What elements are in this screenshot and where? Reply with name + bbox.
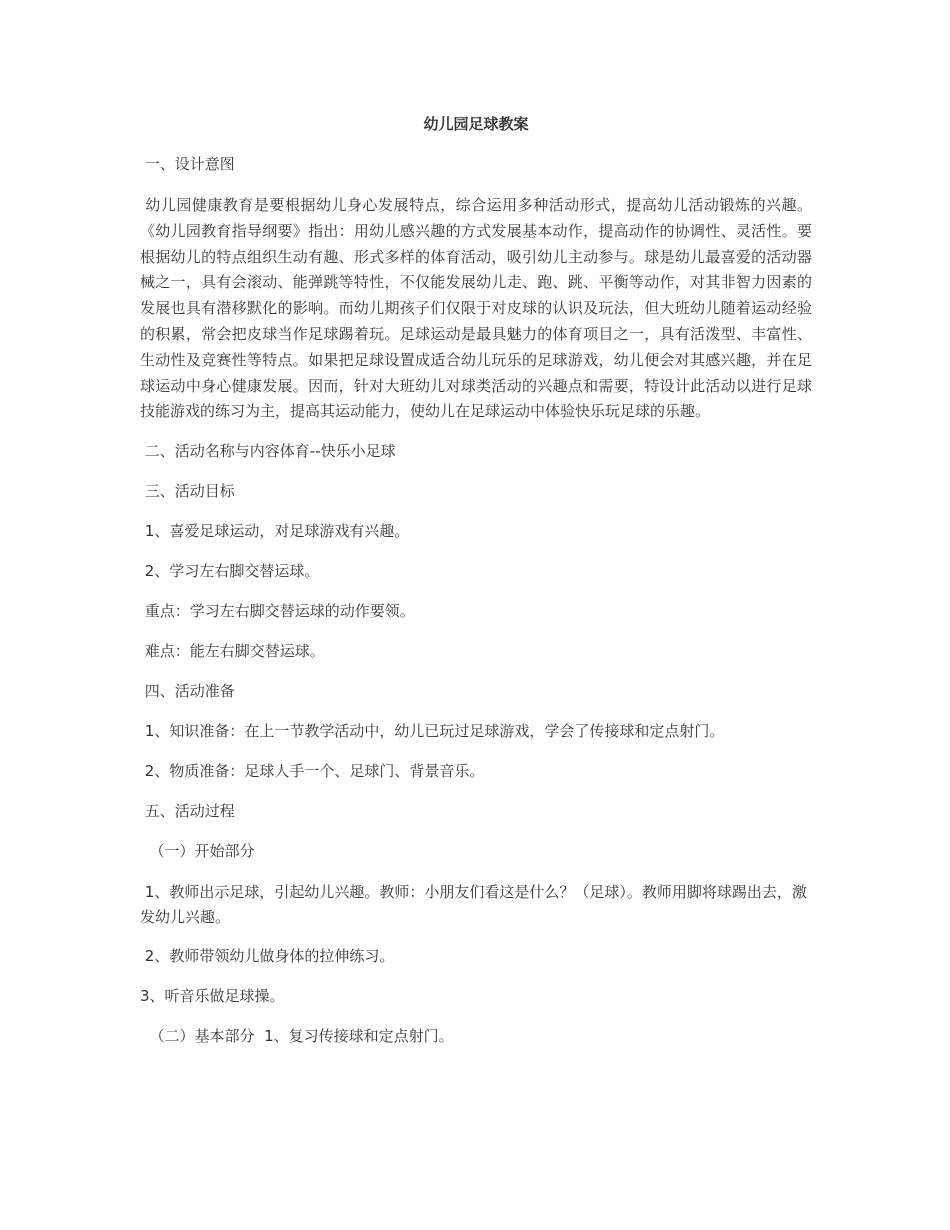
key-point: 重点：学习左右脚交替运球的动作要领。 (140, 602, 415, 621)
subheading-basic-part: （二）基本部分 1、复习传接球和定点射门。 (140, 1027, 454, 1046)
heading-design-intent: 一、设计意图 (140, 155, 235, 173)
heading-process: 五、活动过程 (140, 802, 235, 821)
process-step-1: 1、教师出示足球，引起幼儿兴趣。教师：小朋友们看这是什么？（足球）。教师用脚将球踢出去，激发幼儿兴趣。 (140, 883, 807, 927)
heading-activity-goals: 三、活动目标 (140, 482, 235, 501)
design-intent-paragraph: 幼儿园健康教育是要根据幼儿身心发展特点，综合运用多种活动形式，提高幼儿活动锻炼的兴趣。《幼儿园教育指导纲要》指出：用幼儿感兴趣的方式发展基本动作，提高动作的协调性、灵活性。要根据幼儿的特点组织生动有趣、形式多样的体育活动，吸引幼儿主动参与。球是幼儿最喜爱的活动器械之一，具有会滚动、能弹跳等特性，不仅能发展幼儿走、跑、跳、平衡等动作，对其非智力因素的发展也具有潜移默化的影响。而幼儿期孩子们仅限于对皮球的认识及玩法，但大班幼儿随着运动经验的积累，常会把皮球当作足球踢着玩。足球运动是最具魅力的体育项目之一，具有活泼型、丰富性、生动性及竞赛性等特点。如果把足球设置成适合幼儿玩乐的足球游戏，幼儿便会对其感兴趣，并在足球运动中身心健康发展。因而，针对大班幼儿对球类活动的兴趣点和需要，特设计此活动以进行足球技能游戏的练习为主，提高其运动能力，使幼儿在足球运动中体验快乐玩足球的乐趣。 (140, 196, 812, 421)
subheading-start-part: （一）开始部分 (140, 842, 255, 861)
process-step-3: 3、听音乐做足球操。 (140, 987, 285, 1006)
heading-activity-name: 二、活动名称与内容体育--快乐小足球 (140, 442, 396, 461)
preparation-knowledge: 1、知识准备：在上一节教学活动中，幼儿已玩过足球游戏，学会了传接球和定点射门。 (140, 722, 725, 741)
goal-item-2: 2、学习左右脚交替运球。 (140, 562, 320, 581)
heading-preparation: 四、活动准备 (140, 682, 235, 701)
difficult-point: 难点：能左右脚交替运球。 (140, 642, 325, 661)
process-step-2: 2、教师带领幼儿做身体的拉伸练习。 (140, 947, 395, 966)
goal-item-1: 1、喜爱足球运动，对足球游戏有兴趣。 (140, 522, 410, 541)
document-title: 幼儿园足球教案 (423, 115, 529, 133)
preparation-materials: 2、物质准备：足球人手一个、足球门、背景音乐。 (140, 762, 485, 781)
document-body (140, 113, 812, 1065)
